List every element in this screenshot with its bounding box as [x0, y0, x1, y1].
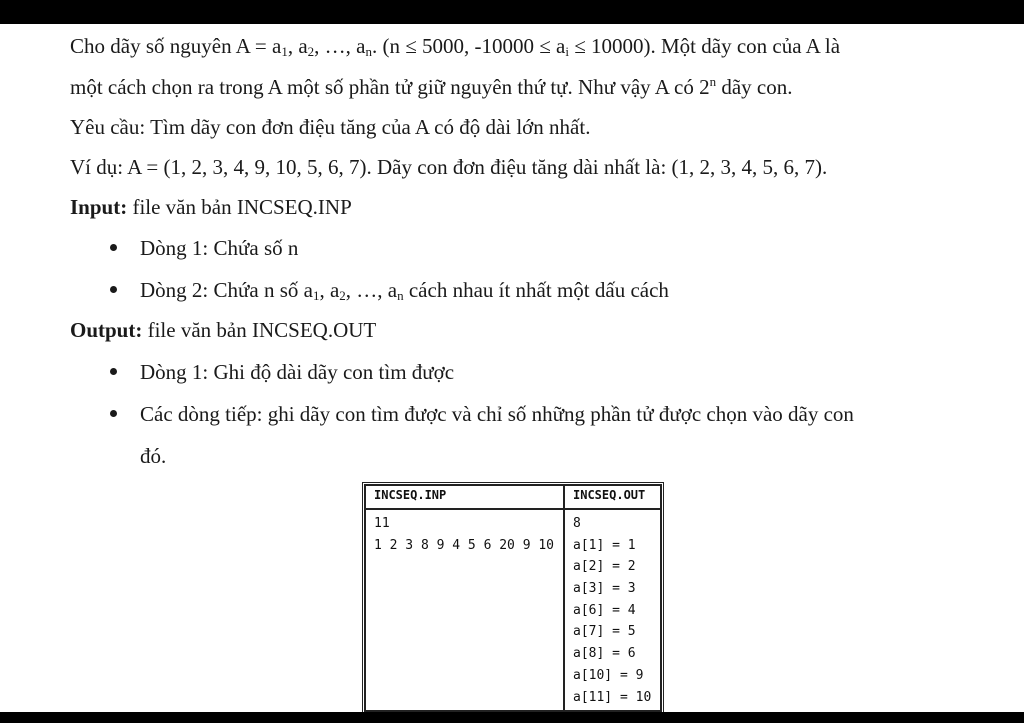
output-line: a[2] = 2 — [573, 559, 636, 575]
input-bullet-2: Dòng 2: Chứa n số $a_1$, $a_2$, …, $a_n$ cách nhau ít nhất một dấu cách — [140, 278, 669, 303]
output-line: 8 — [573, 516, 581, 531]
output-file-content — [564, 509, 661, 711]
intro-line-2: một cách chọn ra trong A một số phần tử giữ nguyên thứ tự. Như vậy A có 2$^n$ dãy con. — [70, 74, 793, 99]
input-heading: Input: file văn bản INCSEQ.INP — [70, 195, 352, 219]
intro-line-1: Cho dãy số nguyên $A = a_1$, $a_2$, …, $a_n$. (n ≤ 5000, $-10000 \le a_i \le 10000$). Một dãy con của A là — [70, 34, 841, 59]
requirement-text: Yêu cầu: Tìm dãy con đơn điệu tăng của A có độ dài lớn nhất. — [70, 115, 591, 139]
output-line: a[7] = 5 — [573, 624, 636, 640]
example-text: Ví dụ: A = (1, 2, 3, 4, 9, 10, 5, 6, 7). Dãy con đơn điệu tăng dài nhất là: (1, 2, 3, 4, 5, 6, 7). — [70, 155, 828, 179]
output-line: a[1] = 1 — [573, 537, 636, 553]
output-bullet-2: Các dòng tiếp: ghi dãy con tìm được và chỉ số những phần tử được chọn vào dãy con — [140, 402, 854, 426]
input-line: 1 2 3 8 9 4 5 6 20 9 10 — [374, 537, 555, 553]
output-line: a[8] = 6 — [573, 646, 636, 662]
bullet-icon — [110, 244, 117, 251]
output-file-header: INCSEQ.OUT — [564, 485, 661, 509]
output-line: a[10] = 9 — [573, 667, 644, 683]
table-row — [365, 509, 661, 711]
bullet-icon — [110, 368, 117, 375]
input-file-content — [365, 509, 564, 711]
document-page — [0, 24, 1024, 712]
bullet-icon — [110, 286, 117, 293]
output-heading: Output: file văn bản INCSEQ.OUT — [70, 318, 377, 342]
input-file-header: INCSEQ.INP — [365, 485, 564, 509]
input-line: 11 — [374, 516, 390, 531]
output-bullet-2-cont: đó. — [140, 444, 167, 468]
table-header-row — [365, 485, 661, 509]
output-line: a[3] = 3 — [573, 581, 636, 597]
bullet-icon — [110, 410, 117, 417]
input-bullet-1: Dòng 1: Chứa số n — [140, 236, 299, 260]
example-io-table — [362, 482, 664, 712]
output-line: a[11] = 10 — [573, 689, 652, 705]
output-line: a[6] = 4 — [573, 602, 636, 618]
output-bullet-1: Dòng 1: Ghi độ dài dãy con tìm được — [140, 360, 455, 384]
